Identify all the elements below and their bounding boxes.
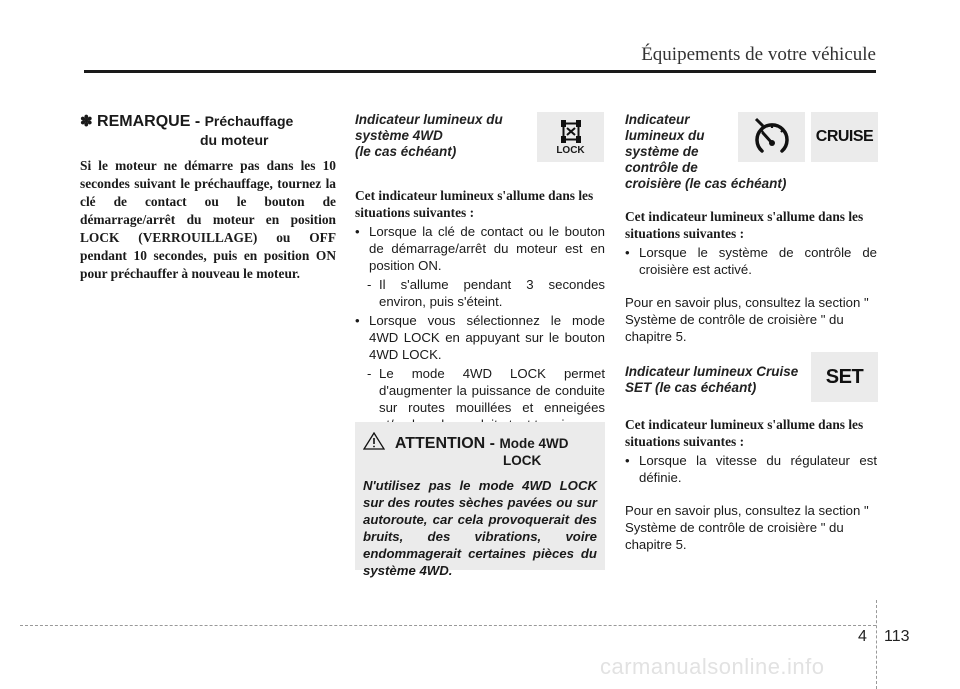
- awd-dash-2: - Le mode 4WD LOCK permet d'augmenter la puissance de conduite sur routes mouillées et enneigées: [355, 365, 605, 433]
- cruise-set-lead-line-1: Cet indicateur lumineux s'allume dans les: [625, 417, 864, 432]
- remark-subtitle-1: Préchauffage: [204, 113, 294, 129]
- cruise-set-lead: [625, 416, 877, 450]
- page-number: 113: [884, 628, 910, 645]
- remark-heading: [80, 112, 336, 149]
- cruise-set-title-line-1: Indicateur lumineux Cruise: [625, 364, 799, 379]
- awd-title-line-2: système 4WD: [355, 128, 443, 143]
- cruise-set-title-line-2: SET (le cas échéant): [625, 380, 757, 395]
- cruise-speedometer-icon: [738, 112, 805, 162]
- footer-divider: [876, 600, 877, 689]
- remark-star-icon: ✽: [80, 113, 93, 130]
- attention-subtitle-1: Mode 4WD: [499, 436, 569, 451]
- attention-label: ATTENTION -: [394, 435, 495, 452]
- cruise-para: Pour en savoir plus, consultez la section " Système de contrôle de croisière " du chapitre 5.: [625, 295, 869, 344]
- attention-subtitle-2: LOCK: [503, 453, 542, 468]
- cruise-lead-line-2: situations suivantes :: [625, 226, 745, 241]
- cruise-set-para: Pour en savoir plus, consultez la section " Système de contrôle de croisière " du chapitre 5.: [625, 503, 869, 552]
- cruise-bullets: [625, 244, 877, 278]
- awd-bullets: [355, 223, 605, 433]
- awd-axle-icon: [556, 119, 586, 145]
- awd-dash-1: - Il s'allume pendant 3 secondes environ, puis s'éteint.: [355, 276, 605, 310]
- remark-section: [80, 112, 336, 283]
- awd-bullet-2: • Lorsque vous sélectionnez le mode 4WD LOCK en appuyant sur le bouton 4WD LOCK.: [355, 312, 605, 363]
- attention-heading: [363, 432, 597, 469]
- header-title: Équipements de votre véhicule: [641, 44, 876, 65]
- cruise-lead: [625, 208, 877, 242]
- chapter-number: 4: [858, 628, 867, 645]
- awd-bullet-1: • Lorsque la clé de contact ou le bouton de démarrage/arrêt du moteur est en position ON.: [355, 223, 605, 274]
- warning-triangle-icon: [363, 432, 385, 450]
- cruise-title-line-1: Indicateur: [625, 112, 690, 127]
- awd-title-line-1: Indicateur lumineux du: [355, 112, 503, 127]
- header-rule: [84, 70, 876, 73]
- awd-title-line-3: (le cas échéant): [355, 144, 457, 159]
- remark-label: REMARQUE -: [97, 113, 201, 130]
- speedometer-icon: [750, 116, 794, 158]
- cruise-word-icon: CRUISE: [811, 112, 878, 162]
- cruise-bullet-1: • Lorsque le système de contrôle de croisière est activé.: [625, 244, 877, 278]
- cruise-title-line-3: système de: [625, 144, 699, 159]
- remark-subtitle-2: du moteur: [200, 132, 269, 148]
- cruise-lead-line-1: Cet indicateur lumineux s'allume dans les: [625, 209, 864, 224]
- remark-body: Si le moteur ne démarre pas dans les 10 secondes suivant le préchauffage, tournez la clé de contact ou le bouton de démarrage/arrêt du moteur en position LOCK (VERROUILLAGE) ou OFF pendant 10 secondes, puis en position ON pour préchauffer à nouveau le moteur.: [80, 158, 336, 281]
- awd-lock-icon: [537, 112, 604, 162]
- cruise-set-bullet-1: • Lorsque la vitesse du régulateur est définie.: [625, 452, 877, 486]
- awd-lock-icon-text: LOCK: [556, 144, 585, 156]
- awd-lead-line-2: situations suivantes :: [355, 205, 475, 220]
- cruise-title-line-4: contrôle de: [625, 160, 698, 175]
- attention-box: [355, 422, 605, 578]
- awd-lead-line-1: Cet indicateur lumineux s'allume dans les: [355, 188, 594, 203]
- cruise-title-line-2: lumineux du: [625, 128, 705, 143]
- awd-lead: [355, 187, 605, 221]
- cruise-section: [625, 112, 877, 553]
- watermark: carmanualsonline.info: [600, 654, 825, 679]
- cruise-set-bullets: [625, 452, 877, 486]
- cruise-title-line-5: croisière (le cas échéant): [625, 176, 787, 191]
- set-word-icon: SET: [811, 352, 878, 402]
- attention-body: N'utilisez pas le mode 4WD LOCK sur des routes sèches pavées ou sur autoroute, car cela provoquerait des bruits, des vibrations, voire endommagerait certaines pièces du système 4WD.: [363, 478, 597, 578]
- footer-rule: [20, 625, 876, 626]
- cruise-set-lead-line-2: situations suivantes :: [625, 434, 745, 449]
